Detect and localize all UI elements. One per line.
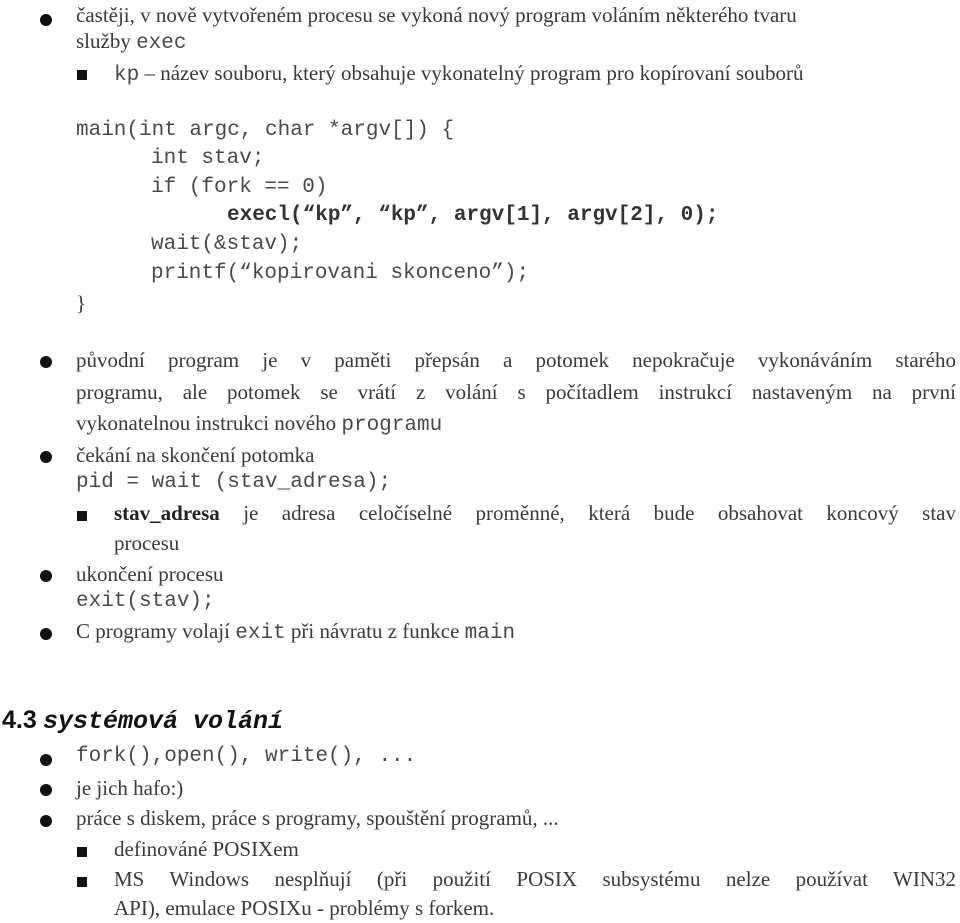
inline-code: kp <box>114 64 140 87</box>
text-run: služby <box>76 29 137 53</box>
text-run: – název souboru, který obsahuje vykonatelný program pro kopírovaní souborů <box>139 61 804 85</box>
code-line: } <box>76 291 87 315</box>
paragraph-line: programu, ale potomek se vrátí z volání s počítadlem instrukcí nastaveným na první <box>76 380 956 404</box>
text-run: je adresa celočíselné proměnné, která bude obsahovat koncový stav <box>219 501 956 525</box>
paragraph-line: práce s diskem, práce s programy, spouštění programů, ... <box>76 806 559 830</box>
paragraph-line: je jich hafo:) <box>76 776 184 800</box>
inline-code: main <box>464 622 516 645</box>
bullet-square <box>77 70 87 80</box>
paragraph-line: častěji, v nově vytvořeném procesu se vykoná nový program voláním některého tvaru <box>76 3 797 27</box>
inline-code: exec <box>136 32 187 55</box>
paragraph-line: původní program je v paměti přepsán a potomek nepokračuje vykonáváním starého <box>76 348 956 372</box>
paragraph-line <box>114 500 956 526</box>
paragraph-line <box>114 60 804 89</box>
bullet-dot <box>40 754 52 766</box>
code-line: if (fork == 0) <box>151 176 328 199</box>
bullet-square <box>77 877 87 887</box>
code-line: int stav; <box>151 147 265 170</box>
text-run: vykonatelnou instrukci nového <box>76 411 342 435</box>
variable-name: stav_adresa <box>114 501 220 525</box>
section-title: systémová volání <box>43 707 284 736</box>
bullet-dot <box>40 570 52 582</box>
bullet-square <box>77 847 87 857</box>
section-heading <box>2 704 283 738</box>
code-line: printf(“kopirovani skonceno”); <box>151 262 530 285</box>
code-line: main(int argc, char *argv[]) { <box>76 119 455 142</box>
code-line: execl(“kp”, “kp”, argv[1], argv[2], 0); <box>227 204 719 227</box>
code-line: wait(&stav); <box>151 233 303 256</box>
bullet-dot <box>40 815 52 827</box>
paragraph-line <box>76 410 442 439</box>
inline-code: exit <box>235 622 286 645</box>
paragraph-line <box>76 28 187 57</box>
bullet-dot <box>40 356 52 368</box>
code-line: exit(stav); <box>76 590 215 613</box>
paragraph-line: čekání na skončení potomka <box>76 443 315 467</box>
paragraph-line: procesu <box>114 531 180 555</box>
bullet-dot <box>40 628 52 640</box>
bullet-dot <box>40 451 52 463</box>
bullet-square <box>77 511 87 521</box>
code-line: pid = wait (stav_adresa); <box>76 471 392 494</box>
paragraph-line <box>76 618 515 647</box>
section-number: 4.3 <box>2 706 37 734</box>
bullet-dot <box>40 784 52 796</box>
paragraph-line: MS Windows nesplňují (při použití POSIX subsystému nelze používat WIN32 <box>114 867 956 891</box>
paragraph-line: definováné POSIXem <box>114 837 299 861</box>
text-run: C programy volají <box>76 619 236 643</box>
bullet-dot <box>40 14 52 26</box>
code-line: fork(),open(), write(), ... <box>76 745 417 768</box>
paragraph-line: API), emulace POSIXu - problémy s forkem. <box>114 896 495 920</box>
text-run: při návratu z funkce <box>285 619 465 643</box>
inline-code: programu <box>341 414 443 437</box>
paragraph-line: ukončení procesu <box>76 562 224 586</box>
